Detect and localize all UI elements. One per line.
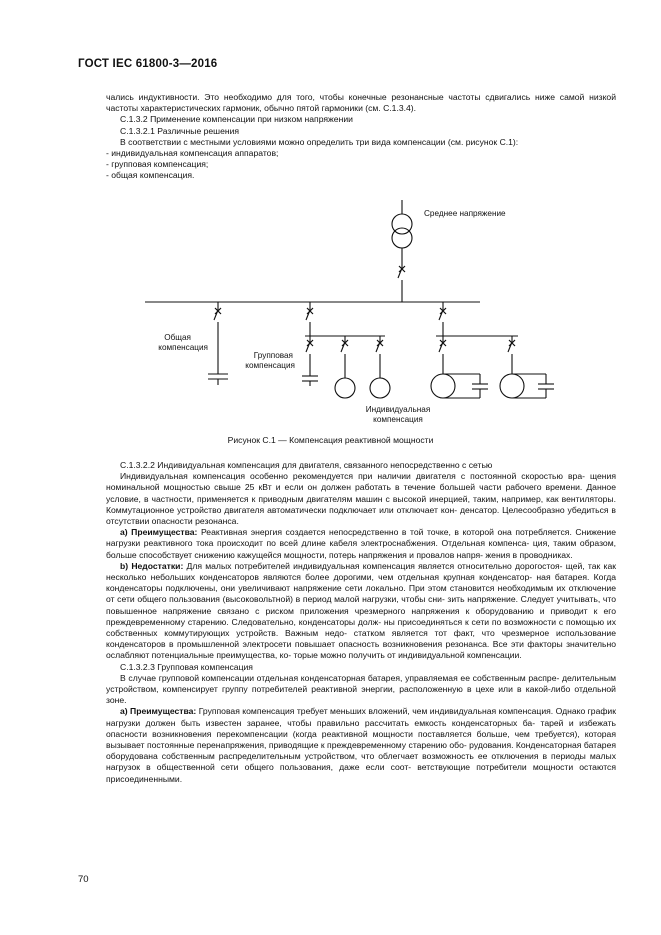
bold-label: b) Недостатки:	[120, 560, 184, 571]
section-heading: С.1.3.2.3 Групповая компенсация	[120, 661, 253, 672]
label-medium-voltage: Среднее напряжение	[424, 209, 506, 218]
label-group-1: Групповая	[253, 351, 293, 360]
list-item: - общая компенсация.	[106, 170, 195, 181]
label-group-2: компенсация	[245, 361, 295, 370]
intro-text-block	[106, 92, 616, 182]
bold-label: а) Преимущества:	[120, 706, 197, 717]
transformer-winding-2	[392, 228, 412, 248]
paragraph: а) Преимущества: Реактивная энергия создается непосредственно в той точке, в которой она потребляется. Снижение нагрузки реактивного тока происходит по всей длине кабеля электроснабжения. Отдельная компенса- ция, таким образом, больше способствует снижению кажущейся мощности, потерь напряжения и провалов напря- жения в проводниках.	[106, 527, 616, 560]
figure-caption: Рисунок С.1 — Компенсация реактивной мощности	[227, 435, 434, 445]
paragraph: чались индуктивности. Это необходимо для того, чтобы конечные резонансные частоты сдвигались ниже самой низкой частоты характеристических гармоник, обычно пятой гармоники (см. С.1.3.4).	[106, 92, 616, 114]
paragraph: В соответствии с местными условиями можно определить три вида компенсации (см. рисунок С.1):	[120, 136, 519, 147]
individual-motor-2	[500, 374, 524, 398]
label-general-2: компенсация	[158, 343, 208, 352]
section-heading: С.1.3.2 Применение компенсации при низком напряжении	[120, 114, 353, 125]
section-heading: С.1.3.2.2 Индивидуальная компенсация для двигателя, связанного непосредственно с сетью	[120, 460, 493, 470]
section-heading: С.1.3.2.1 Различные решения	[120, 125, 240, 136]
label-general-1: Общая	[164, 333, 191, 342]
individual-motor-1	[431, 374, 455, 398]
bold-label: а) Преимущества:	[120, 527, 198, 538]
paragraph: В случае групповой компенсации отдельная конденсаторная батарея, управляемая ее собственным распре- делительным устройством, компенсирует группу потребителей реактивной энергии, расположенную в цехе или в какой-либо отдельной зоне.	[106, 672, 616, 706]
list-item: - индивидуальная компенсация аппаратов;	[106, 148, 279, 159]
paragraph: b) Недостатки: Для малых потребителей индивидуальная компенсация является относительно дорогостоя- щей, так как несколько небольших конденсаторов являются более дорогими, чем отдельная крупная конденсатор- ная батарея. Когда конденсаторы подключены, они увеличивают напряжение сети локально. При этом становится необходимым их отключение от сети общего пользования (высоковольтной) в период малой нагрузки, чтобы сни- зить напряжение. Следует учитывать, что повышенное напряжение связано с риском приложения чрезмерного напряжения к оборудованию и приводит к его преждевременному старению. Следовательно, конденсаторы долж- ны присоединяться к сети по возможности с помощью их собственных коммутирующих устройств. Важным недо- статком является тот факт, что чрезмерное использование конденсаторов в промышленной электросети повышает опасность возникновения резонанса. Все эти факторы значительно ослабляют потенциальные преимущества, ко- торые можно получить от индивидуальной компенсации.	[106, 560, 616, 661]
page-number: 70	[78, 874, 89, 885]
document-header: ГОСТ IEC 61800-3—2016	[78, 58, 218, 70]
label-individual-2: компенсация	[373, 415, 423, 424]
compensation-diagram	[140, 200, 560, 430]
diagram-svg	[140, 200, 560, 430]
group-motor-1	[335, 378, 355, 398]
paragraph: а) Преимущества: Групповая компенсация требует меньших вложений, чем индивидуальная компенсация. Однако график нагрузки должен быть известен заранее, чтобы правильно рассчитать емкость конденсаторных ба- тарей и избежать опасности возникновения перекомпенсации (когда реактивной мощности поставляется больше, чем требуется), которая вызывает постоянные перенапряжения, приводящие к преждевременному старению обо- рудования. Конденсаторная батарея оборудована собственным распределительным устройством, что облегчает возможность ее отключения в периоды малых нагрузок в общественной сети общего пользования, даже если соот- ветствующие потребители мощности остаются присоединенными.	[106, 706, 616, 784]
main-text-block	[106, 460, 616, 785]
label-individual-1: Индивидуальная	[365, 405, 431, 414]
paragraph: Индивидуальная компенсация особенно рекомендуется при наличии двигателя с постоянной скоростью вра- щения номинальной мощностью свыше 25 кВт и если он должен работать в течение большей части рабочего времени. Данное условие, в частности, применяется к приводным двигателям машин с высокой инерцией, таким, например, как вентиляторы. Коммутационное устройство двигателя автоматически подключает или отключает кон- денсатор. Целесообразно убедиться в отсутствии опасности резонанса.	[106, 471, 616, 527]
list-item: - групповая компенсация;	[106, 159, 209, 170]
group-motor-2	[370, 378, 390, 398]
